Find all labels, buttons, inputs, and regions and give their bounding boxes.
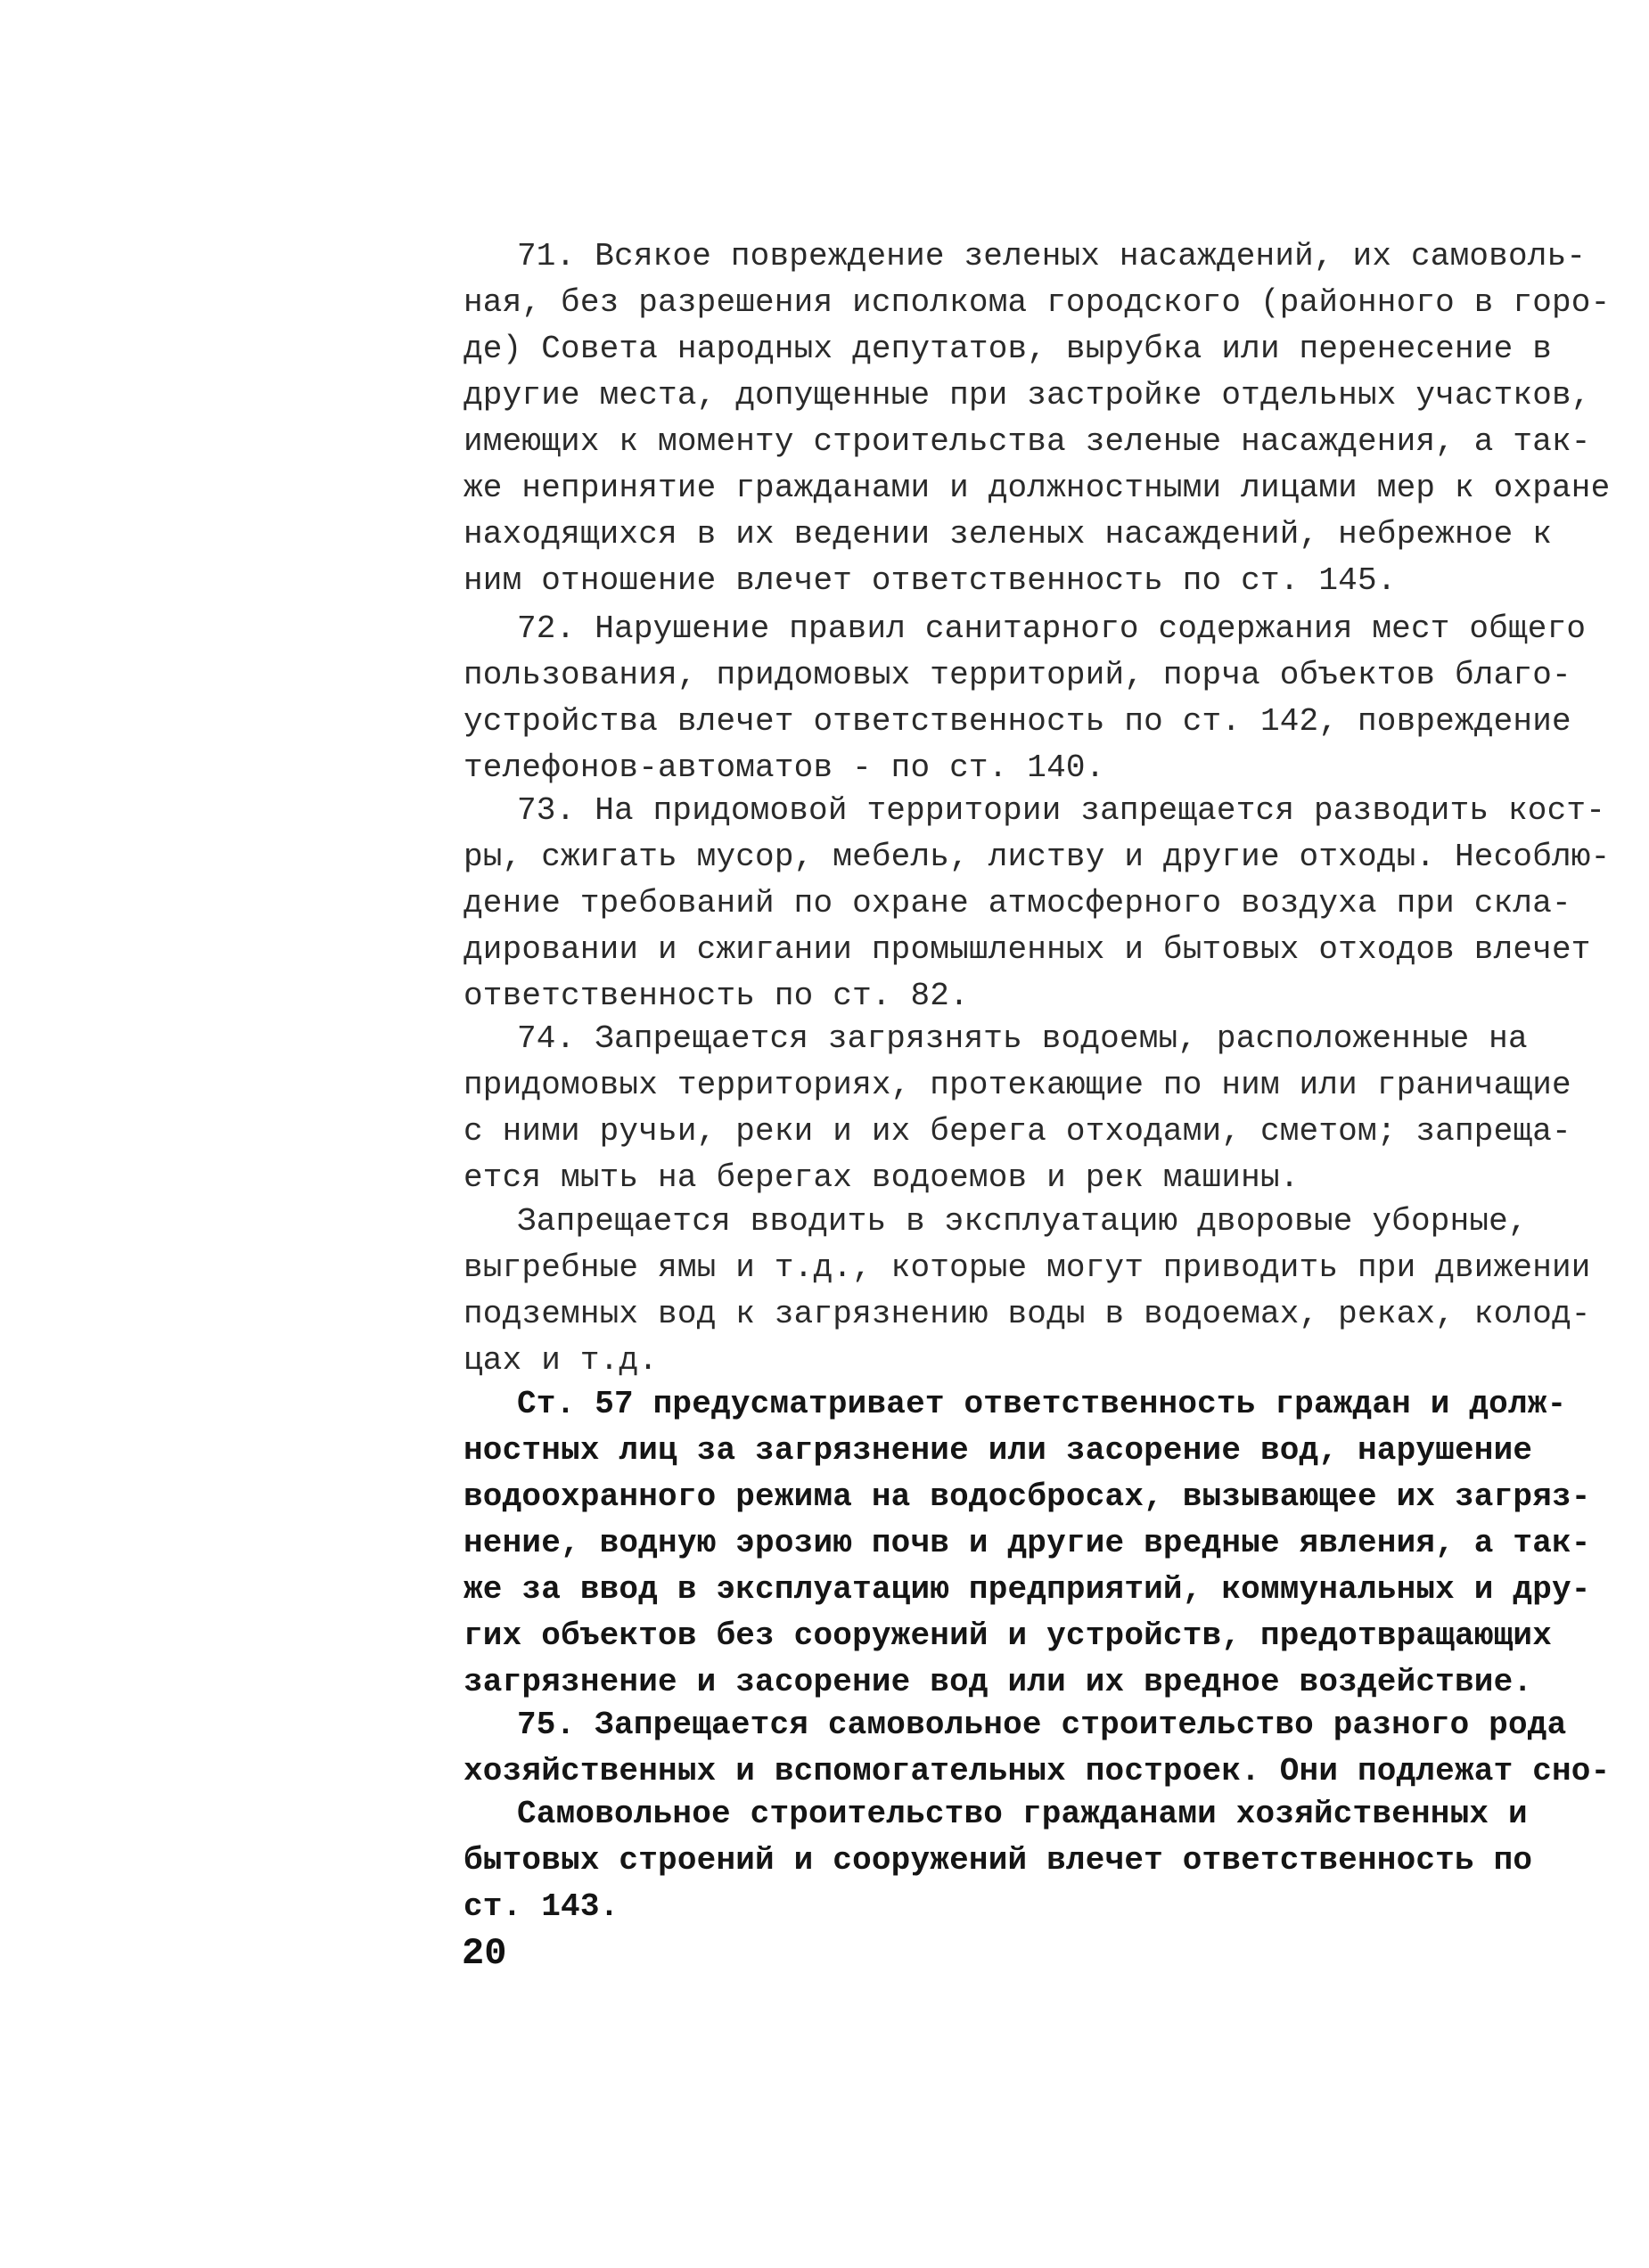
text-line: ним отношение влечет ответственность по ст. 145. [464, 562, 1397, 599]
text-line: загрязнение и засорение вод или их вредное воздействие. [464, 1664, 1533, 1700]
text-line: же за ввод в эксплуатацию предприятий, коммунальных и дру- [464, 1571, 1591, 1608]
text-line: устройства влечет ответственность по ст. 142, повреждение [464, 703, 1571, 740]
text-line: Самовольное строительство гражданами хозяйственных и [517, 1796, 1528, 1832]
page-number: 20 [462, 1932, 507, 1975]
text-line: 74. Запрещается загрязнять водоемы, расположенные на [517, 1020, 1528, 1057]
text-line: ностных лиц за загрязнение или засорение вод, нарушение [464, 1432, 1533, 1469]
text-line: подземных вод к загрязнению воды в водоемах, реках, колод- [464, 1296, 1591, 1332]
text-line: цах и т.д. [464, 1342, 659, 1379]
text-line: ется мыть на берегах водоемов и рек машины. [464, 1159, 1300, 1196]
text-line: же непринятие гражданами и должностными лицами мер к охране [464, 470, 1611, 506]
paragraph-73 [464, 788, 1611, 1019]
paragraph-74-wells [464, 1199, 1591, 1384]
text-line: ответственность по ст. 82. [464, 978, 969, 1014]
text-line: находящихся в их ведении зеленых насаждений, небрежное к [464, 516, 1552, 553]
text-line: другие места, допущенные при застройке отдельных участков, [464, 377, 1591, 413]
text-line: 72. Нарушение правил санитарного содержания мест общего [517, 610, 1587, 647]
paragraph-74 [464, 1016, 1571, 1201]
text-line: нение, водную эрозию почв и другие вредные явления, а так- [464, 1525, 1591, 1561]
text-line: де) Совета народных депутатов, вырубка или перенесение в [464, 331, 1552, 367]
text-line: ры, сжигать мусор, мебель, листву и другие отходы. Несоблю- [464, 839, 1611, 875]
text-line: Запрещается вводить в эксплуатацию дворовые уборные, [517, 1203, 1528, 1240]
text-line: хозяйственных и вспомогательных построек. Они подлежат сно- [464, 1753, 1611, 1789]
text-line: дировании и сжигании промышленных и бытовых отходов влечет [464, 931, 1591, 968]
paragraph-article-57 [464, 1381, 1591, 1706]
text-line: выгребные ямы и т.д., которые могут приводить при движении [464, 1249, 1591, 1286]
text-line: пользования, придомовых территорий, порча объектов благо- [464, 657, 1571, 693]
text-line: дение требований по охране атмосферного воздуха при скла- [464, 885, 1571, 921]
text-line: имеющих к моменту строительства зеленые насаждения, а так- [464, 423, 1591, 460]
text-line: ная, без разрешения исполкома городского (районного в горо- [464, 284, 1611, 321]
text-line: бытовых строений и сооружений влечет ответственность по [464, 1842, 1533, 1879]
text-line: гих объектов без сооружений и устройств, предотвращающих [464, 1617, 1552, 1654]
text-line: 75. Запрещается самовольное строительство разного рода [517, 1707, 1567, 1743]
text-line: с ними ручьи, реки и их берега отходами, сметом; запреща- [464, 1113, 1571, 1150]
text-line: 73. На придомовой территории запрещается разводить кост- [517, 792, 1605, 829]
paragraph-75-responsibility [464, 1791, 1551, 1930]
paragraph-71 [464, 233, 1611, 604]
paragraph-72 [464, 606, 1587, 791]
text-line: 71. Всякое повреждение зеленых насаждений, их самоволь- [517, 238, 1587, 274]
text-line: водоохранного режима на водосбросах, вызывающее их загряз- [464, 1478, 1591, 1515]
text-line: Ст. 57 предусматривает ответственность граждан и долж- [517, 1386, 1567, 1422]
text-line: телефонов-автоматов - по ст. 140. [464, 749, 1105, 786]
paragraph-75 [464, 1702, 1611, 1795]
text-line: ст. 143. [464, 1888, 619, 1925]
text-line: придомовых территориях, протекающие по ним или граничащие [464, 1067, 1571, 1103]
